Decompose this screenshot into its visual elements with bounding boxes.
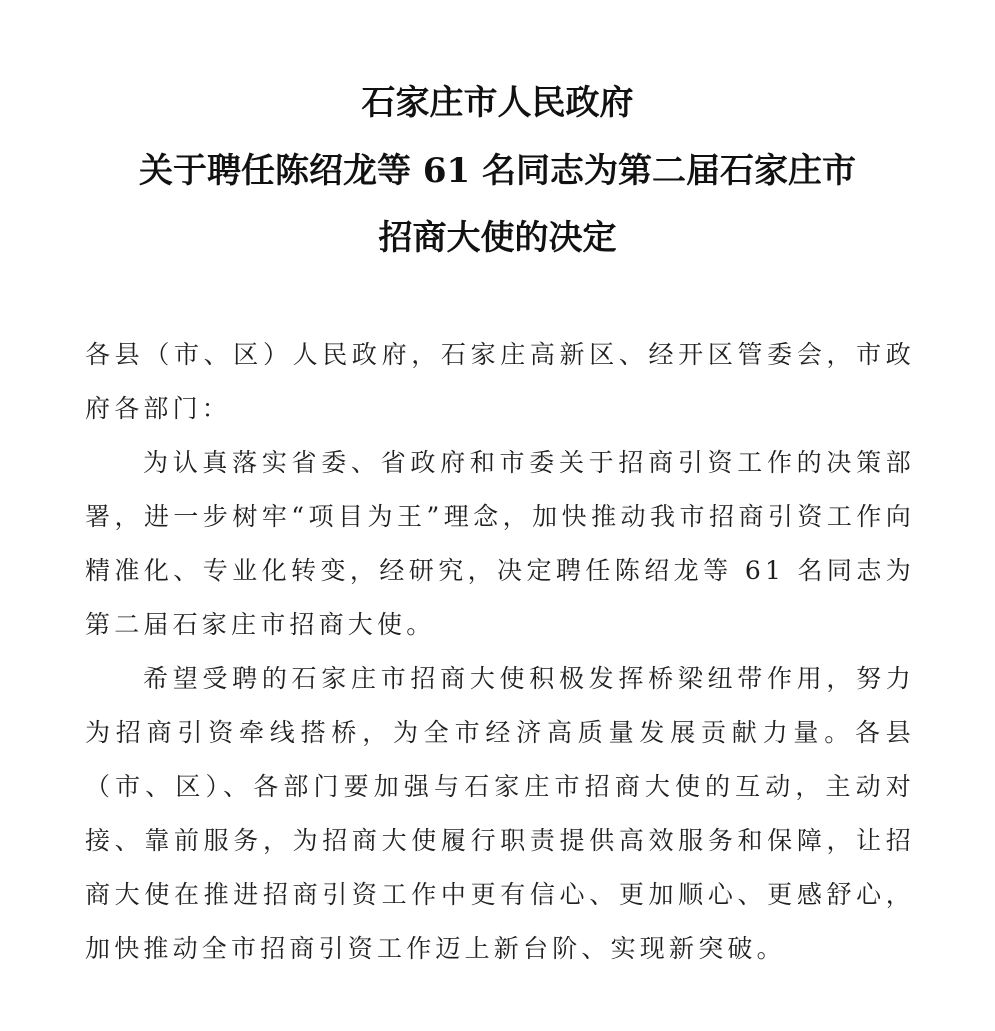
title-line-2: 关于聘任陈绍龙等 61 名同志为第二届石家庄市 xyxy=(139,151,856,191)
title-line-3: 招商大使的决定 xyxy=(378,218,617,258)
decision-paragraph: 为认真落实省委、省政府和市委关于招商引资工作的决策部署，进一步树牢“项目为王”理念，加快推动我市招商引资工作向精准化、专业化转变，经研究，决定聘任陈绍龙等 61 名同志为第二届石家庄市招商大使。 xyxy=(85,448,915,639)
expectation-paragraph: 希望受聘的石家庄市招商大使积极发挥桥梁纽带作用，努力为招商引资牵线搭桥，为全市经济高质量发展贡献力量。各县（市、区）、各部门要加强与石家庄市招商大使的互动，主动对接、靠前服务，为招商大使履行职责提供高效服务和保障，让招商大使在推进招商引资工作中更有信心、更加顺心、更感舒心，加快推动全市招商引资工作迈上新台阶、实现新突破。 xyxy=(85,664,915,963)
title-line-1: 石家庄市人民政府 xyxy=(361,83,634,123)
addressee-paragraph: 各县（市、区）人民政府，石家庄高新区、经开区管委会，市政府各部门： xyxy=(85,340,915,423)
